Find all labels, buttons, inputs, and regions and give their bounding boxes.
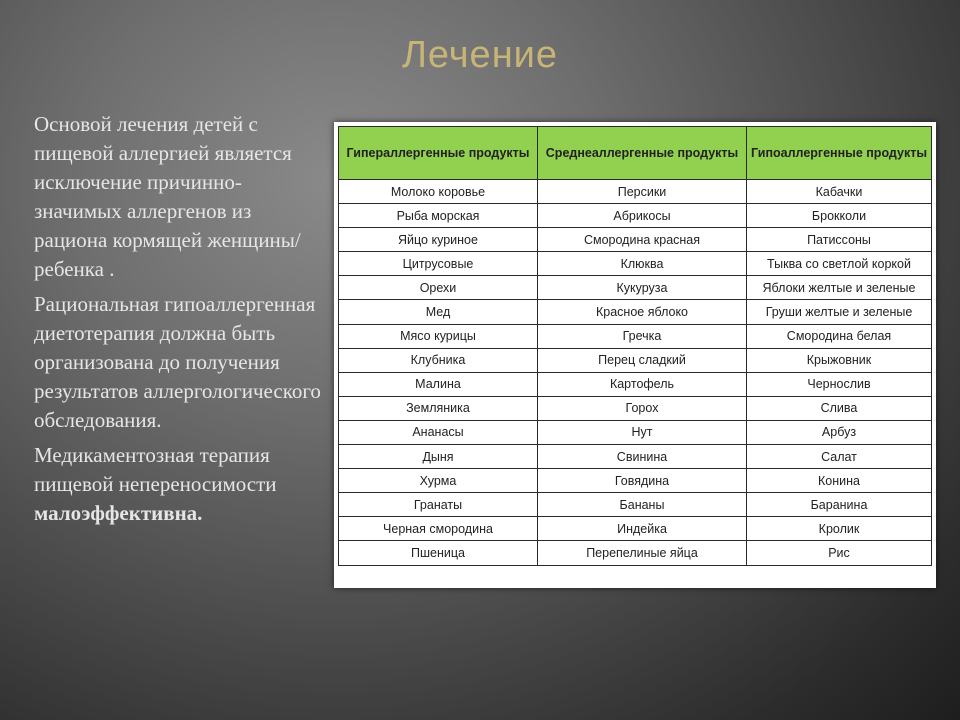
table-cell: Рыба морская [339,204,538,228]
table-row [339,348,932,372]
paragraph-1: Основой лечения детей с пищевой аллергией является исключение причинно-значимых аллергенов из рациона кормящей женщины/ребенка . [34,112,301,281]
table-cell: Мед [339,300,538,324]
table-cell: Крыжовник [747,348,932,372]
table-cell: Малина [339,372,538,396]
table-cell: Абрикосы [538,204,747,228]
table-row [339,541,932,565]
paragraph-2: Рациональная гипоаллергенная диетотерапия должна быть организована до получения результатов аллергологического обследования. [34,292,321,432]
table-cell: Клубника [339,348,538,372]
table-cell: Красное яблоко [538,300,747,324]
paragraph-3-bold: малоэффективна. [34,501,203,525]
table-cell: Клюква [538,252,747,276]
header-hypoallergenic: Гипоаллергенные продукты [747,127,932,180]
table-cell: Хурма [339,469,538,493]
table-row [339,517,932,541]
table-row [339,276,932,300]
table-cell: Персики [538,180,747,204]
table-cell: Салат [747,445,932,469]
table-cell: Груши желтые и зеленые [747,300,932,324]
table-cell: Чернослив [747,372,932,396]
table-cell: Брокколи [747,204,932,228]
header-medium-allergenic: Среднеаллергенные продукты [538,127,747,180]
paragraph-3-text: Медикаментозная терапия пищевой непереносимости [34,443,277,496]
table-row [339,420,932,444]
table-cell: Свинина [538,445,747,469]
table-header-row [339,127,932,180]
table-cell: Яйцо куриное [339,228,538,252]
table-cell: Баранина [747,493,932,517]
table-cell: Говядина [538,469,747,493]
slide-title: Лечение [401,34,559,76]
header-hyperallergenic: Гипераллергенные продукты [339,127,538,180]
allergen-table-frame [334,122,936,588]
table-cell: Индейка [538,517,747,541]
table-row [339,204,932,228]
table-row [339,252,932,276]
table-cell: Орехи [339,276,538,300]
table-cell: Дыня [339,445,538,469]
table-cell: Патиссоны [747,228,932,252]
table-cell: Земляника [339,396,538,420]
table-cell: Конина [747,469,932,493]
table-cell: Гречка [538,324,747,348]
table-row [339,396,932,420]
table-cell: Кукуруза [538,276,747,300]
table-cell: Мясо курицы [339,324,538,348]
table-row [339,324,932,348]
table-cell: Пшеница [339,541,538,565]
table-cell: Ананасы [339,420,538,444]
table-cell: Нут [538,420,747,444]
table-cell: Бананы [538,493,747,517]
table-row [339,180,932,204]
paragraph-3 [34,441,324,528]
table-cell: Арбуз [747,420,932,444]
allergen-table [338,126,932,566]
body-text [34,110,324,534]
table-cell: Молоко коровье [339,180,538,204]
table-cell: Тыква со светлой коркой [747,252,932,276]
table-cell: Кролик [747,517,932,541]
table-row [339,469,932,493]
table-cell: Рис [747,541,932,565]
table-cell: Цитрусовые [339,252,538,276]
table-row [339,300,932,324]
table-cell: Яблоки желтые и зеленые [747,276,932,300]
table-cell: Горох [538,396,747,420]
table-cell: Слива [747,396,932,420]
table-cell: Перепелиные яйца [538,541,747,565]
table-row [339,493,932,517]
table-cell: Перец сладкий [538,348,747,372]
table-body [339,180,932,566]
table-cell: Черная смородина [339,517,538,541]
table-row [339,228,932,252]
table-cell: Смородина красная [538,228,747,252]
table-cell: Картофель [538,372,747,396]
table-row [339,445,932,469]
table-row [339,372,932,396]
table-cell: Гранаты [339,493,538,517]
table-cell: Смородина белая [747,324,932,348]
table-cell: Кабачки [747,180,932,204]
